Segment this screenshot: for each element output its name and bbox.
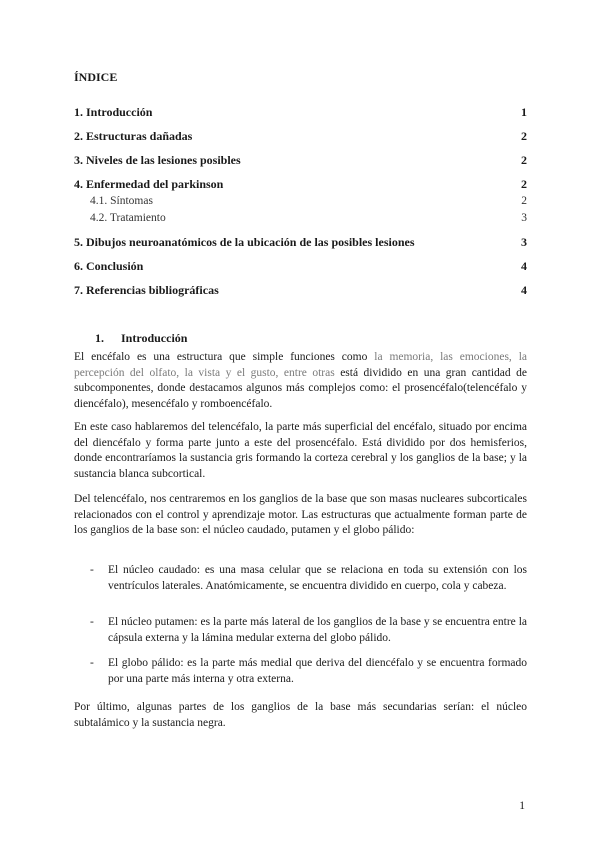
toc-entry-page: 3: [521, 212, 527, 224]
toc-entry[interactable]: [74, 234, 527, 250]
paragraph: [74, 350, 527, 412]
section-heading: [95, 331, 187, 346]
toc-entry-label: 4. Enfermedad del parkinson: [74, 177, 224, 191]
toc-entry-page: 2: [521, 129, 527, 143]
toc-entry[interactable]: [74, 176, 527, 192]
bullet-dash: -: [90, 564, 94, 576]
toc-entry-label: 4.1. Síntomas: [90, 195, 153, 207]
toc-entry-page: 3: [521, 235, 527, 249]
section-number: 1.: [95, 331, 104, 345]
toc-entry-page: 2: [521, 195, 527, 207]
paragraph: Por último, algunas partes de los ganglios de la base más secundarias serían: el núcleo subtalámico y la sustancia negra.: [74, 701, 527, 729]
toc-entry-label: 3. Niveles de las lesiones posibles: [74, 153, 241, 167]
toc-entry-label: 6. Conclusión: [74, 259, 144, 273]
toc-entry-label: 7. Referencias bibliográficas: [74, 283, 219, 297]
toc-entry-page: 4: [521, 283, 527, 297]
list-item: [90, 615, 527, 646]
bullet-dash: -: [90, 657, 94, 669]
toc-entry-label: 2. Estructuras dañadas: [74, 129, 193, 143]
list-item-text: El núcleo putamen: es la parte más lateral de los ganglios de la base y se encuentra entre la cápsula externa y la lámina medular externa del globo pálido.: [108, 616, 527, 644]
paragraph-text: El encéfalo es una estructura que simple funciones como: [74, 351, 375, 363]
toc-entry[interactable]: [74, 104, 527, 120]
toc-subentry[interactable]: [90, 193, 527, 209]
highlighted-text: la memoria, las emociones, la percepción del olfato, la vista y el gusto, entre otras: [74, 351, 527, 379]
list-item: [90, 563, 527, 594]
toc-entry-page: 4: [521, 259, 527, 273]
list-item: [90, 656, 527, 687]
toc-entry[interactable]: [74, 282, 527, 298]
toc-entry-page: 2: [521, 177, 527, 191]
paragraph-text: está dividido en una gran cantidad de subcomponentes, donde destacamos algunos más complejos como: el prosencéfalo(telencéfalo y diencéfalo), mesencéfalo y romboencéfalo.: [74, 366, 527, 410]
toc-subentry[interactable]: [90, 210, 527, 226]
toc-entry[interactable]: [74, 152, 527, 168]
paragraph: Del telencéfalo, nos centraremos en los ganglios de la base que son masas nucleares subcorticales relacionados con el control y aprendizaje motor. Las estructuras que actualmente forman parte de los ganglios de la base son: el núcleo caudado, putamen y el globo pálido:: [74, 493, 527, 536]
paragraph: En este caso hablaremos del telencéfalo, la parte más superficial del encéfalo, situado por encima del diencéfalo y forma parte junto a este del prosencéfalo. Está dividido por dos hemisferios, donde encontraríamos la sustancia gris formando la corteza cerebral y los ganglios de la base; y la sustancia blanca subcortical.: [74, 421, 527, 480]
toc-entry-label: 4.2. Tratamiento: [90, 212, 166, 224]
section-title: Introducción: [121, 331, 188, 345]
toc-heading: ÍNDICE: [74, 70, 118, 84]
toc-entry[interactable]: [74, 258, 527, 274]
list-item-text: El núcleo caudado: es una masa celular que se relaciona en toda su extensión con los ventrículos laterales. Anatómicamente, se encuentra dividido en cuerpo, cola y cabeza.: [108, 564, 527, 592]
toc-entry-label: 1. Introducción: [74, 105, 153, 119]
toc-entry[interactable]: [74, 128, 527, 144]
page-number: 1: [519, 800, 525, 812]
toc-entry-page: 2: [521, 153, 527, 167]
toc-entry-label: 5. Dibujos neuroanatómicos de la ubicación de las posibles lesiones: [74, 235, 415, 249]
list-item-text: El globo pálido: es la parte más medial que deriva del diencéfalo y se encuentra formado por una parte más interna y otra externa.: [108, 657, 527, 685]
bullet-dash: -: [90, 616, 94, 628]
toc-entry-page: 1: [521, 105, 527, 119]
